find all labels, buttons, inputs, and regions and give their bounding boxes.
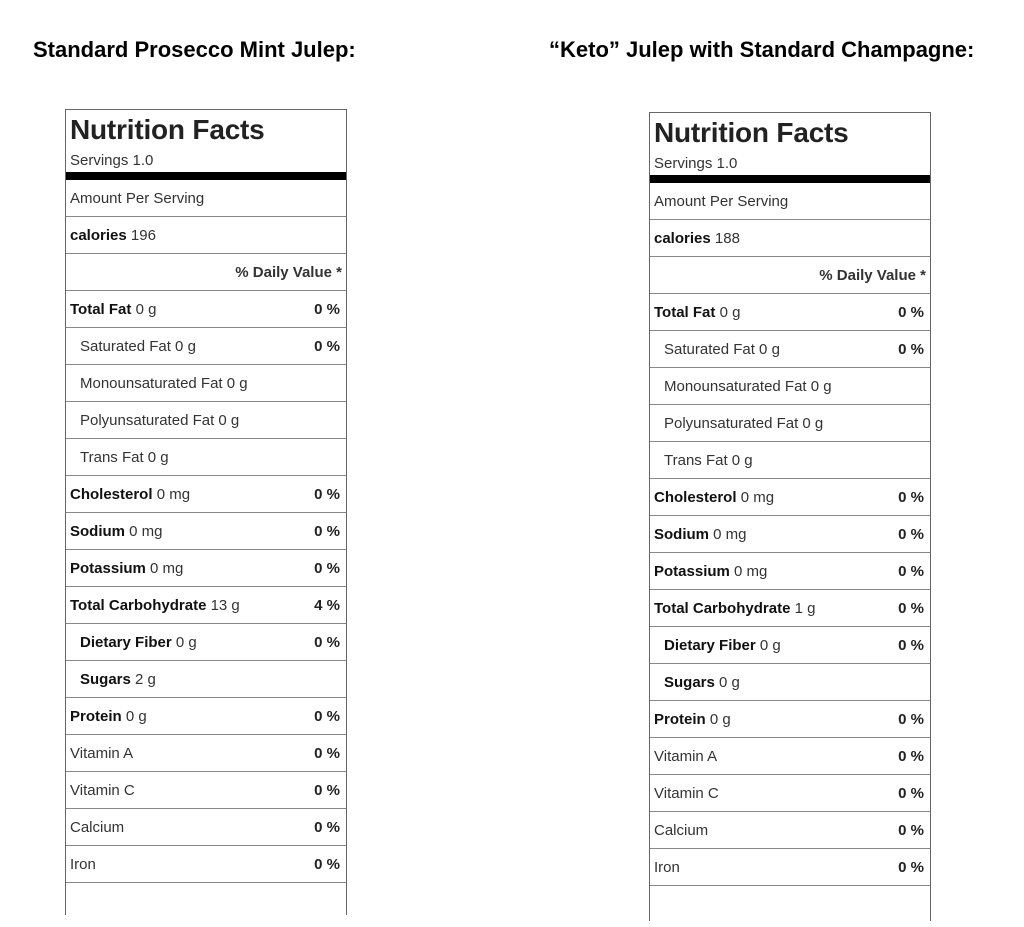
nutrient-name: Vitamin C [654,784,719,802]
nutrient-name: Dietary Fiber [664,636,756,654]
nutrient-name: Iron [70,855,96,873]
label-title: Nutrition Facts [654,117,849,148]
nutrient-name: Cholesterol [654,488,737,506]
nutrient-pct: 0 % [898,784,924,802]
nutrient-name: Cholesterol [70,485,153,503]
nutrient-name: Vitamin A [654,747,718,765]
daily-value-header: % Daily Value * [235,263,342,281]
calories-row [66,217,346,254]
nutrient-pct: 0 % [898,303,924,321]
nutrient-row-dietary-fiber [650,627,930,664]
nutrient-row-calcium [650,812,930,849]
nutrient-pct: 0 % [898,636,924,654]
nutrient-pct: 0 % [314,855,340,873]
nutrient-row-saturated-fat [66,328,346,365]
nutrient-pct: 0 % [314,781,340,799]
nutrient-name: Sodium [654,525,709,543]
calories-label: calories [70,226,127,244]
nutrient-row-total-fat [650,294,930,331]
nutrient-name: Vitamin A [70,744,134,762]
nutrient-amount: 13 g [210,596,240,614]
nutrient-pct: 0 % [898,562,924,580]
nutrient-pct: 0 % [898,340,924,358]
nutrient-name: Protein [70,707,122,725]
nutrient-amount: 0 g [125,707,147,725]
nutrient-row-iron [66,846,346,883]
nutrient-amount: 0 mg [740,488,775,506]
amount-per-serving [650,183,930,220]
nutrient-row-vitamin-a [66,735,346,772]
label-tail [650,886,930,902]
nutrient-row-vitamin-c [66,772,346,809]
nutrient-row-saturated-fat [650,331,930,368]
nutrient-name: Polyunsaturated Fat 0 g [664,414,824,432]
nutrient-name: Sugars [664,673,715,691]
left-heading: Standard Prosecco Mint Julep: [33,37,356,62]
nutrient-amount: 0 mg [156,485,191,503]
nutrient-name: Calcium [70,818,125,836]
nutrient-name: Total Carbohydrate [70,596,207,614]
nutrient-amount: 0 g [709,710,731,728]
nutrient-name: Saturated Fat 0 g [80,337,196,355]
daily-value-header: % Daily Value * [819,266,926,284]
daily-value-header-row [650,257,930,294]
nutrient-rows [650,294,930,902]
nutrition-label-standard [65,109,347,915]
nutrient-row-vitamin-c [650,775,930,812]
nutrient-row-total-carbohydrate [66,587,346,624]
nutrient-row-iron [650,849,930,886]
nutrient-pct: 0 % [314,300,340,318]
calories-value: 196 [130,226,156,244]
calories-row [650,220,930,257]
nutrient-pct: 0 % [898,821,924,839]
nutrient-pct: 0 % [898,525,924,543]
right-heading: “Keto” Julep with Standard Champagne: [549,37,975,62]
nutrient-amount: 0 mg [734,562,768,580]
nutrient-row-monounsaturated-fat [650,368,930,405]
nutrient-name: Saturated Fat 0 g [664,340,780,358]
nutrient-row-protein [66,698,346,735]
nutrient-row-dietary-fiber [66,624,346,661]
nutrient-row-protein [650,701,930,738]
servings: Servings 1.0 [654,155,738,172]
nutrient-amount: 0 g [759,636,781,654]
nutrient-amount: 0 mg [129,522,163,540]
nutrient-amount: 1 g [794,599,816,617]
nutrient-amount: 0 mg [713,525,747,543]
nutrient-row-polyunsaturated-fat [66,402,346,439]
nutrient-amount: 0 g [719,303,741,321]
nutrient-amount: 0 mg [150,559,184,577]
nutrient-pct: 0 % [898,710,924,728]
amount-per-serving [66,180,346,217]
nutrient-row-monounsaturated-fat [66,365,346,402]
nutrient-name: Polyunsaturated Fat 0 g [80,411,240,429]
label-header [650,113,930,183]
nutrient-name: Total Fat [70,300,132,318]
daily-value-header-row [66,254,346,291]
nutrient-row-sodium [650,516,930,553]
nutrient-row-cholesterol [66,476,346,513]
nutrient-row-sugars [650,664,930,701]
calories-value: 188 [714,229,740,247]
nutrient-name: Vitamin C [70,781,135,799]
nutrient-row-sodium [66,513,346,550]
nutrient-pct: 0 % [898,599,924,617]
nutrient-name: Calcium [654,821,709,839]
nutrient-row-potassium [66,550,346,587]
nutrient-pct: 0 % [314,485,340,503]
nutrient-name: Dietary Fiber [80,633,172,651]
calories-label: calories [654,229,711,247]
calories [654,230,740,247]
nutrient-pct: 0 % [898,488,924,506]
nutrient-name: Trans Fat 0 g [80,448,169,466]
nutrient-row-trans-fat [650,442,930,479]
label-tail [66,883,346,899]
nutrient-amount: 0 g [135,300,157,318]
nutrient-amount: 0 g [719,673,740,691]
nutrient-pct: 0 % [314,337,340,355]
nutrient-name: Monounsaturated Fat 0 g [80,374,248,392]
nutrient-row-total-carbohydrate [650,590,930,627]
nutrient-row-sugars [66,661,346,698]
nutrient-name: Monounsaturated Fat 0 g [664,377,832,395]
nutrient-row-potassium [650,553,930,590]
nutrient-pct: 4 % [314,596,340,614]
nutrient-name: Trans Fat 0 g [664,451,753,469]
nutrient-row-polyunsaturated-fat [650,405,930,442]
nutrient-pct: 0 % [314,744,340,762]
nutrient-amount: 2 g [135,670,156,688]
nutrient-row-total-fat [66,291,346,328]
nutrient-row-vitamin-a [650,738,930,775]
calories [70,227,156,244]
nutrient-pct: 0 % [314,818,340,836]
amount-per-serving-label: Amount Per Serving [70,189,205,207]
nutrient-row-calcium [66,809,346,846]
nutrient-name: Sodium [70,522,125,540]
nutrient-pct: 0 % [314,707,340,725]
label-header [66,110,346,180]
nutrient-name: Sugars [80,670,131,688]
nutrient-name: Protein [654,710,706,728]
nutrient-name: Iron [654,858,680,876]
nutrient-name: Total Fat [654,303,716,321]
amount-per-serving-label: Amount Per Serving [654,192,789,210]
nutrient-name: Potassium [654,562,730,580]
nutrient-name: Total Carbohydrate [654,599,791,617]
nutrient-pct: 0 % [898,747,924,765]
nutrient-amount: 0 g [175,633,197,651]
servings: Servings 1.0 [70,152,154,169]
nutrient-pct: 0 % [898,858,924,876]
nutrient-name: Potassium [70,559,146,577]
nutrient-pct: 0 % [314,559,340,577]
nutrient-rows [66,291,346,899]
label-title: Nutrition Facts [70,114,265,145]
nutrient-row-cholesterol [650,479,930,516]
nutrient-pct: 0 % [314,633,340,651]
nutrition-label-keto [649,112,931,921]
nutrient-pct: 0 % [314,522,340,540]
nutrient-row-trans-fat [66,439,346,476]
